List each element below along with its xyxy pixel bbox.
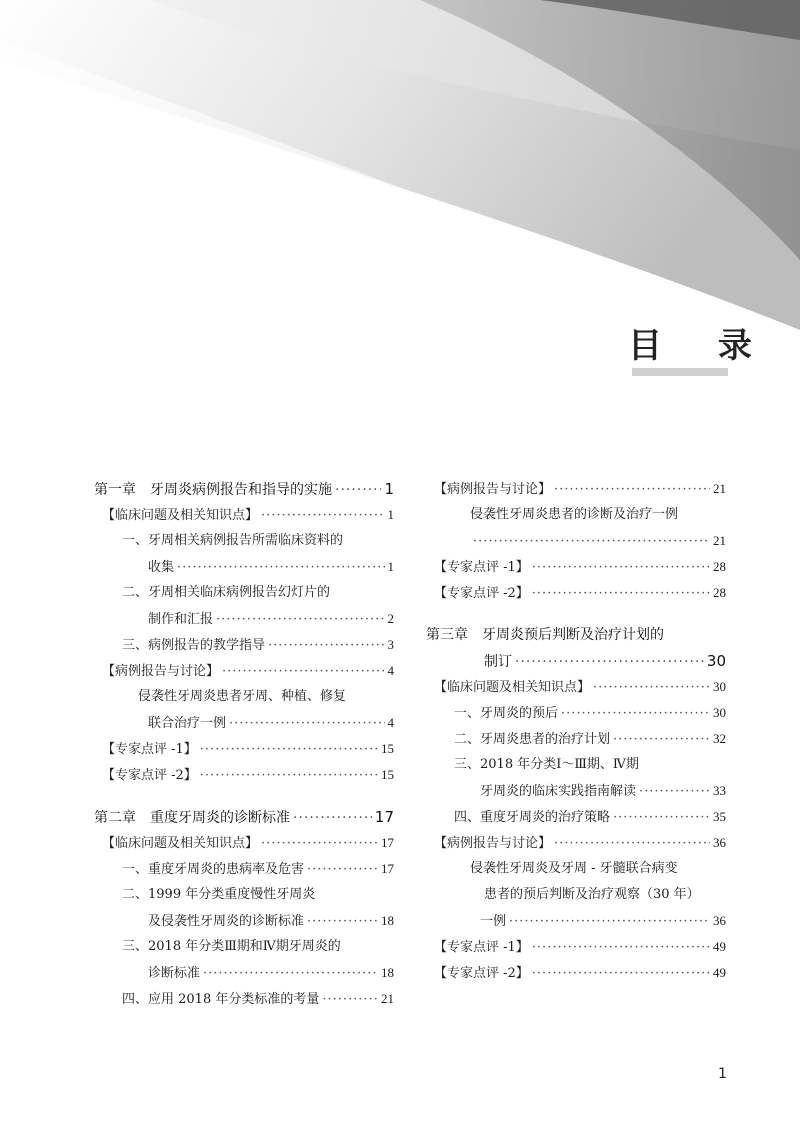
toc-section-entry[interactable]: 【专家点评 -2】 ····· 49 [426,960,726,986]
toc-spacer [426,606,726,622]
toc-section-entry[interactable]: 【临床问题及相关知识点】 ····· 17 [94,830,394,856]
toc-item-entry-continued[interactable]: 收集 ····· 1 [94,554,394,580]
toc-item-entry[interactable]: 侵袭性牙周炎患者的诊断及治疗一例 [470,507,679,522]
toc-section-entry[interactable]: 【专家点评 -2】 ····· 15 [94,762,394,788]
toc-section-entry[interactable]: 【病例报告与讨论】 ····· 36 [426,830,726,856]
toc-item-entry[interactable]: 四、应用 2018 年分类标准的考量 ····· 21 [94,986,394,1012]
toc-item-entry[interactable]: 一、重度牙周炎的患病率及危害 ····· 17 [94,856,394,882]
toc-chapter-entry[interactable]: 第一章 牙周炎病例报告和指导的实施 ····· 1 [94,476,394,502]
toc-spacer [94,788,394,804]
toc-item-entry-continued[interactable]: 制作和汇报 ····· 2 [94,606,394,632]
toc-column-right [426,476,726,986]
toc-item-entry-continued[interactable]: 及侵袭性牙周炎的诊断标准 ····· 18 [94,908,394,934]
toc-item-entry[interactable]: 一、牙周炎的预后 ····· 30 [426,700,726,726]
toc-item-entry[interactable]: 一、牙周相关病例报告所需临床资料的 [122,533,344,548]
toc-chapter-entry[interactable]: 第三章 牙周炎预后判断及治疗计划的 [426,627,664,643]
toc-item-entry-continued[interactable]: 一例 ····· 36 [426,908,726,934]
toc-item-entry[interactable]: 二、1999 年分类重度慢性牙周炎 [122,887,316,902]
toc-item-entry[interactable]: 侵袭性牙周炎及牙周 - 牙髓联合病变 [470,861,678,876]
toc-item-entry[interactable]: 二、牙周炎患者的治疗计划 ····· 32 [426,726,726,752]
toc-column-left [94,476,394,1012]
title-underline-bar [632,368,728,376]
toc-section-entry[interactable]: 【临床问题及相关知识点】 ····· 30 [426,674,726,700]
toc-item-entry-continued[interactable]: 联合治疗一例 ····· 4 [94,710,394,736]
toc-section-entry[interactable]: 【专家点评 -1】 ····· 49 [426,934,726,960]
toc-item-entry[interactable]: 三、2018 年分类Ⅰ～Ⅲ期、Ⅳ期 [454,757,639,772]
toc-section-entry[interactable]: 【专家点评 -1】 ····· 28 [426,554,726,580]
toc-item-entry-continued[interactable]: ····· 21 [426,528,726,554]
toc-item-entry[interactable]: 三、2018 年分类Ⅲ期和Ⅳ期牙周炎的 [122,939,341,954]
toc-section-entry[interactable]: 【临床问题及相关知识点】 ····· 1 [94,502,394,528]
toc-chapter-entry[interactable]: 第二章 重度牙周炎的诊断标准 ····· 17 [94,804,394,830]
toc-item-entry[interactable]: 三、病例报告的教学指导 ····· 3 [94,632,394,658]
toc-item-entry-continued[interactable]: 诊断标准 ····· 18 [94,960,394,986]
toc-item-entry-continued[interactable]: 牙周炎的临床实践指南解读 ····· 33 [426,778,726,804]
toc-section-entry[interactable]: 【专家点评 -1】 ····· 15 [94,736,394,762]
toc-item-entry[interactable]: 侵袭性牙周炎患者牙周、种植、修复 [138,689,347,704]
toc-section-entry[interactable]: 【专家点评 -2】 ····· 28 [426,580,726,606]
toc-section-entry[interactable]: 【病例报告与讨论】 ····· 4 [94,658,394,684]
toc-section-entry[interactable]: 【病例报告与讨论】 ····· 21 [426,476,726,502]
toc-item-entry-continued[interactable]: 患者的预后判断及治疗观察（30 年） [484,887,700,902]
toc-item-entry[interactable]: 四、重度牙周炎的治疗策略 ····· 35 [426,804,726,830]
page-number: 1 [718,1066,727,1082]
page-title: 目 录 [628,326,774,366]
toc-item-entry[interactable]: 二、牙周相关临床病例报告幻灯片的 [122,585,331,600]
toc-chapter-entry-continued[interactable]: 制订 ····· 30 [426,648,726,674]
